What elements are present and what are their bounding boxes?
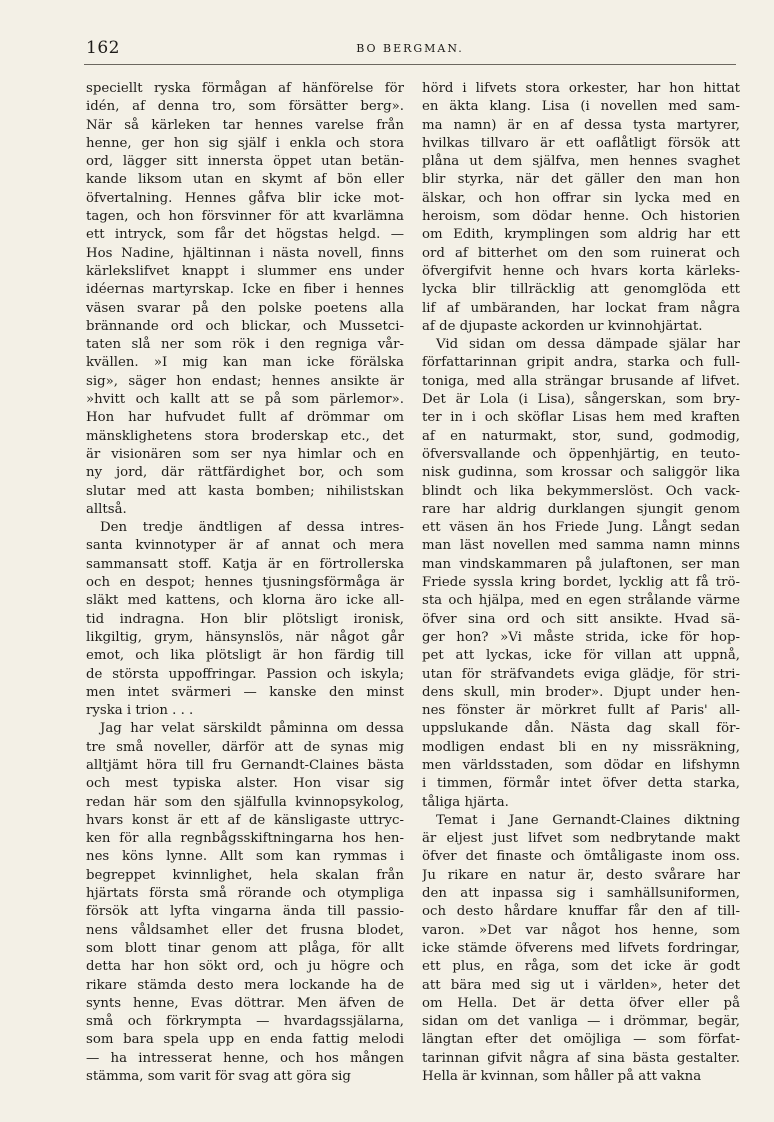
text-line: stämma, som varit för svag att göra sig [86,1069,351,1085]
text-line: begreppet kvinnlighet, hela skalan från [86,867,404,883]
text-line: När så kärleken tar hennes varelse från [86,117,404,133]
text-line: Friede syssla kring bordet, lycklig att få trö- [422,575,740,591]
text-line: nens våldsamhet eller det frusna blodet, [86,922,404,938]
text-line: blir styrka, när det gäller den man hon [422,172,740,188]
text-line: man vindskammaren på julaftonen, ser man [422,556,740,572]
text-line: Hella är kvinnan, som håller på att vakna [422,1069,702,1085]
text-line: ett väsen än hos Friede Jung. Långt sedan [422,520,740,536]
header-rule [84,64,736,65]
text-line: sta och hjälpa, med en egen strålande värme [422,593,740,609]
text-line: uppslukande dån. Nästa dag skall för- [422,721,740,737]
text-line: öfvertalning. Hennes gåfva blir icke mot- [86,190,404,206]
text-line: i timmen, förmår intet öfver detta starka, [422,776,740,792]
text-line: hörd i lifvets stora orkester, har hon hittat [422,81,740,96]
text-line: tid indragna. Hon blir plötsligt ironisk, [86,611,404,627]
text-line: tarinnan gifvit några af sina bästa gestalter. [422,1050,740,1066]
text-line: kvällen. »I mig kan man icke förälska [86,355,404,371]
text-line: plåna ut dem själfva, men hennes svaghet [422,154,740,170]
text-line: ger hon? »Vi måste strida, icke för hop- [422,629,740,645]
text-line: rikare stämda desto mera lockande ha de [86,977,404,993]
text-line: älskar, och hon offrar sin lycka med en [422,190,740,206]
text-line: varon. »Det var något hos henne, som [422,922,740,938]
text-line: ma namn) är en af dessa tysta martyrer, [422,117,740,133]
text-line: och mest typiska alster. Hon visar sig [86,776,404,792]
text-line: af de djupaste ackorden ur kvinnohjärtat. [422,318,703,334]
text-line: Den tredje ändtligen af dessa intres- [100,520,404,536]
text-line: väsen svarar på den polske poetens alla [86,300,404,316]
text-line: man läst novellen med samma namn minns [422,538,740,554]
text-line: modligen endast bli en ny missräkning, [422,739,740,755]
text-line: men intet svärmeri — kanske den minst [86,684,404,700]
text-line: santa kvinnotyper är af annat och mera [86,538,404,554]
text-line: idéernas martyrskap. Icke en fiber i hennes [86,282,404,298]
text-line: hjärtats första små rörande och otympliga [86,886,404,902]
text-line: lif af umbäranden, har lockat fram några [422,300,740,316]
text-line: Det är Lola (i Lisa), sångerskan, som bry- [422,392,740,408]
text-line: »hvitt och kallt att se på som pärlemor». [86,392,404,408]
text-line: ord, lägger sitt innersta öppet utan betän- [86,154,404,170]
text-line: författarinnan gripit andra, starka och full- [422,355,740,371]
text-line: synts henne, Evas döttrar. Men äfven de [86,995,404,1011]
text-line: Temat i Jane Gernandt-Claines diktning [436,812,740,828]
text-line: och desto hårdare knuffar får den af till- [422,904,740,920]
text-line: kande liksom utan en skymt af bön eller [86,172,404,188]
text-line: nes köns lynne. Allt som kan rymmas i [86,849,404,865]
text-line: tre små noveller, därför att de synas mig [86,739,404,755]
text-line: Hos Nadine, hjältinnan i nästa novell, finns [86,245,404,261]
text-line: speciellt ryska förmågan af hänförelse för [86,81,404,96]
text-line: sig», säger hon endast; hennes ansikte är [86,373,404,389]
text-line: små och förkrympta — hvardagssjälarna, [86,1014,404,1030]
text-line: Vid sidan om dessa dämpade själar har [436,337,740,353]
text-line: idén, af denna tro, som försätter berg». [86,99,404,115]
text-line: sidan om det vanliga — i drömmar, begär, [422,1014,740,1030]
text-line: Jag har velat särskildt påminna om dessa [100,721,404,737]
text-line: likgiltig, grym, hänsynslös, när något går [86,629,404,645]
text-line: lycka blir tillräcklig att genomglöda ett [422,282,740,298]
text-line: som blott tinar genom att plåga, för allt [86,940,404,956]
text-line: brännande ord och blickar, och Mussetci- [86,318,404,334]
text-line: som bara spela upp en enda fattig melodi [86,1032,404,1048]
left-column [86,80,404,1086]
text-line: den att inpassa sig i samhällsuniformen, [422,886,740,902]
text-line: ord af bitterhet om den som ruinerat och [422,245,740,261]
right-column [422,80,740,1086]
text-line: heroism, som dödar henne. Och historien [422,209,740,225]
text-line: ter in i och sköflar Lisas hem med kraften [422,410,740,426]
text-line: sammansatt stoff. Katja är en förtrollerska [86,556,404,572]
page-number: 162 [86,38,120,58]
text-line: — ha intresserat henne, och hos mången [86,1050,404,1066]
text-line: mänsklighetens stora broderskap etc., det [86,428,404,444]
text-line: detta har hon sökt ord, och ju högre och [86,959,404,975]
text-line: ett plus, en råga, som det icke är godt [422,959,740,975]
text-line: och en despot; hennes tjusningsförmåga är [86,575,404,591]
text-line: hvars konst är ett af de känsligaste uttryc- [86,812,404,828]
page-header [86,38,734,60]
text-line: tagen, och hon försvinner för att kvarlämna [86,209,404,225]
text-line: nisk gudinna, som krossar och saliggör lika [422,465,740,481]
text-line: dens skull, min broder». Djupt under hen- [422,684,740,700]
text-line: är eljest just lifvet som nedbrytande makt [422,831,740,847]
text-line: de största uppoffringar. Passion och iskyla; [86,666,404,682]
text-line: men världsstaden, som dödar en lifshymn [422,757,740,773]
text-line: att bära med sig ut i världen», heter det [422,977,740,993]
text-line: försök att lyfta vingarna ända till passio- [86,904,404,920]
text-line: öfvergifvit henne och hvars korta kärleks- [422,263,740,279]
text-line: emot, och lika plötsligt är hon färdig till [86,648,404,664]
text-line: om Hella. Det är detta öfver eller på [422,995,740,1011]
text-line: henne, ger hon sig själf i enkla och stora [86,135,404,151]
text-line: öfver sina ord och sitt ansikte. Hvad sä- [422,611,740,627]
text-line: släkt med kattens, och klorna äro icke all- [86,593,404,609]
text-line: pet att lyckas, icke för villan att uppnå, [422,648,740,664]
text-line: af en naturmakt, stor, sund, godmodig, [422,428,740,444]
text-line: toniga, med alla strängar brusande af lifvet. [422,373,740,389]
text-line: hvilkas tillvaro är ett oaflåtligt försök att [422,135,740,151]
text-line: nes fönster är mörkret fullt af Paris' all- [422,703,740,719]
text-line: icke stämde öfverens med lifvets fordringar, [422,940,740,956]
text-line: alltså. [86,501,127,517]
text-line: blindt och lika bekymmerslöst. Och vack- [422,483,740,499]
text-line: slutar med att kasta bomben; nihilistskan [86,483,404,499]
text-line: utan för sträfvandets eviga glädje, för stri- [422,666,740,682]
text-line: är visionären som ser nya himlar och en [86,446,404,462]
text-line: öfversvallande och öppenhjärtig, en teuto- [422,446,740,462]
text-line: tåliga hjärta. [422,794,509,810]
text-line: om Edith, krymplingen som aldrig har ett [422,227,740,243]
running-head: BO BERGMAN. [356,42,464,55]
text-line: ny jord, där rättfärdighet bor, och som [86,465,404,481]
text-line: öfver det finaste och ömtåligaste inom oss. [422,849,740,865]
text-line: taten slå ner som rök i den regniga vår- [86,337,404,353]
text-line: en äkta klang. Lisa (i novellen med sam- [422,99,740,115]
text-line: alltjämt höra till fru Gernandt-Claines bästa [86,757,404,773]
text-line: ett intryck, som får det högstas helgd. — [86,227,404,243]
text-line: Hon har hufvudet fullt af drömmar om [86,410,404,426]
text-line: ken för alla regnbågsskiftningarna hos hen- [86,831,404,847]
text-line: Ju rikare en natur är, desto svårare har [422,867,740,883]
text-line: redan här som den själfulla kvinnopsykolog, [86,794,404,810]
text-line: rare har aldrig durklangen sjungit genom [422,501,740,517]
text-line: längtan efter det omöjliga — som förfat- [422,1032,740,1048]
text-line: ryska i trion . . . [86,703,194,719]
text-line: kärlekslifvet knappt i slummer ens under [86,263,404,279]
